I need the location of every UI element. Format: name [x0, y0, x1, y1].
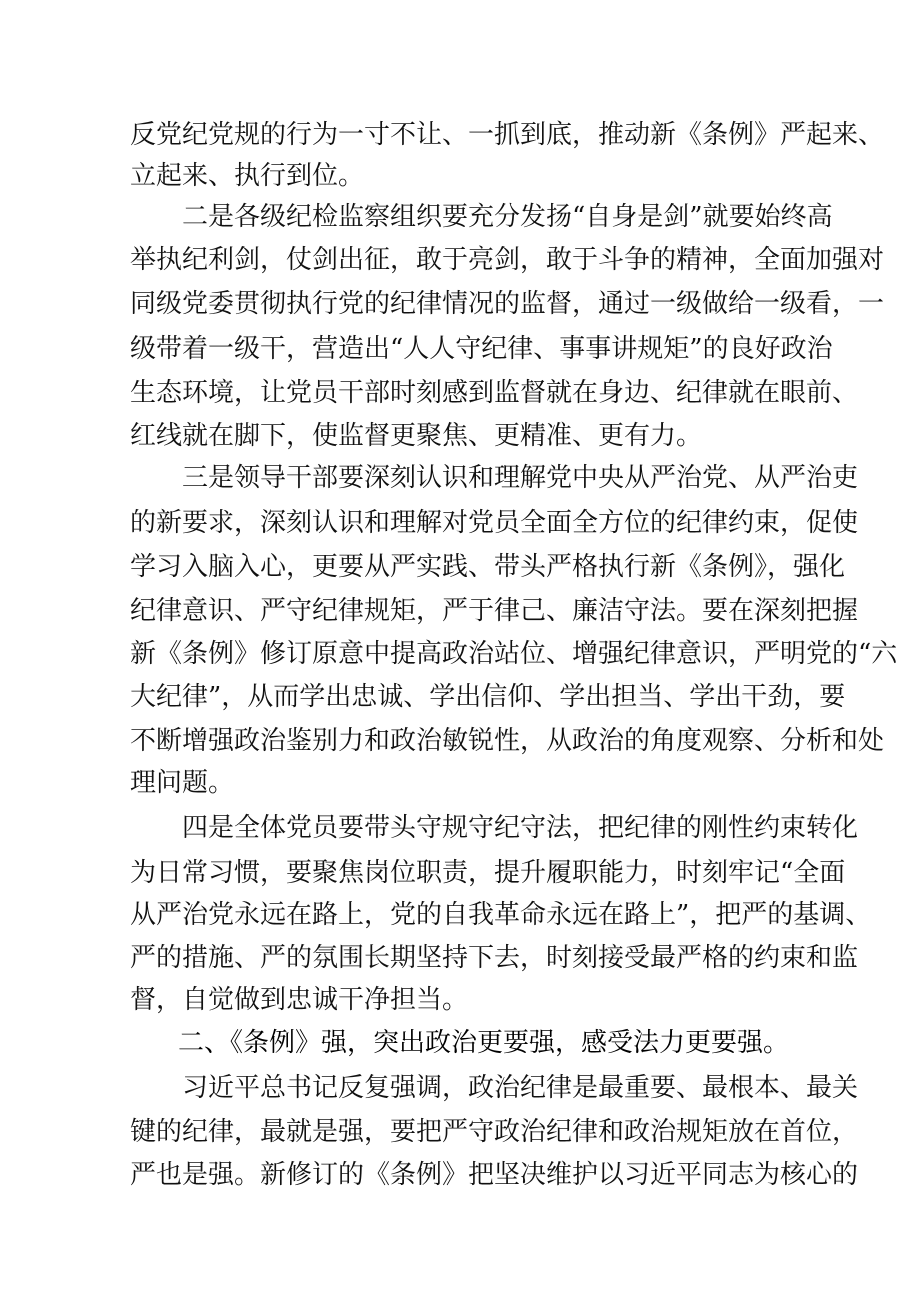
- paragraph-line: 从严治党永远在路上，党的自我革命永远在路上”，把严的基调、: [130, 900, 872, 930]
- paragraph-line: 理问题。: [130, 768, 235, 798]
- paragraph-line: 二是各级纪检监察组织要充分发扬“自身是剑”就要始终高: [182, 202, 833, 232]
- paragraph-line: 红线就在脚下，使监督更聚焦、更精准、更有力。: [130, 421, 703, 451]
- paragraph-line: 习近平总书记反复强调，政治纪律是最重要、最根本、最关: [182, 1073, 859, 1103]
- paragraph-line: 督，自觉做到忠诚干净担当。: [130, 985, 469, 1015]
- paragraph-line: 同级党委贯彻执行党的纪律情况的监督，通过一级做给一级看，一: [130, 289, 885, 319]
- paragraph-line: 严也是强。新修订的《条例》把坚决维护以习近平同志为核心的: [130, 1160, 859, 1190]
- paragraph-line: 立起来、执行到位。: [130, 161, 365, 191]
- paragraph-line: 举执纪利剑，仗剑出征，敢于亮剑，敢于斗争的精神，全面加强对: [130, 245, 885, 275]
- paragraph-line: 不断增强政治鉴别力和政治敏锐性，从政治的角度观察、分析和处: [130, 726, 885, 756]
- paragraph-line: 严的措施、严的氛围长期坚持下去，时刻接受最严格的约束和监: [130, 943, 859, 973]
- paragraph-line: 生态环境，让党员干部时刻感到监督就在身边、纪律就在眼前、: [130, 378, 859, 408]
- paragraph-line: 键的纪律，最就是强，要把严守政治纪律和政治规矩放在首位，: [130, 1117, 859, 1147]
- paragraph-line: 为日常习惯，要聚焦岗位职责，提升履职能力，时刻牢记“全面: [130, 858, 846, 888]
- paragraph-line: 三是领导干部要深刻认识和理解党中央从严治党、从严治吏: [182, 463, 859, 493]
- paragraph-line: 级带着一级干，营造出“人人守纪律、事事讲规矩”的良好政治: [130, 334, 833, 364]
- section-heading: 二、《条例》强，突出政治更要强，感受法力更要强。: [178, 1028, 790, 1058]
- paragraph-line: 四是全体党员要带头守规守纪守法，把纪律的刚性约束转化: [182, 813, 859, 843]
- paragraph-line: 学习入脑入心，更要从严实践、带头严格执行新《条例》，强化: [130, 552, 846, 582]
- paragraph-line: 纪律意识、严守纪律规矩，严于律己、廉洁守法。要在深刻把握: [130, 596, 859, 626]
- paragraph-line: 新《条例》修订原意中提高政治站位、增强纪律意识，严明党的“六: [130, 639, 898, 669]
- paragraph-line: 大纪律”，从而学出忠诚、学出信仰、学出担当、学出干劲，要: [130, 682, 846, 712]
- paragraph-line: 的新要求，深刻认识和理解对党员全面全方位的纪律约束，促使: [130, 508, 859, 538]
- paragraph-line: 反党纪党规的行为一寸不让、一抓到底，推动新《条例》严起来、: [130, 120, 885, 150]
